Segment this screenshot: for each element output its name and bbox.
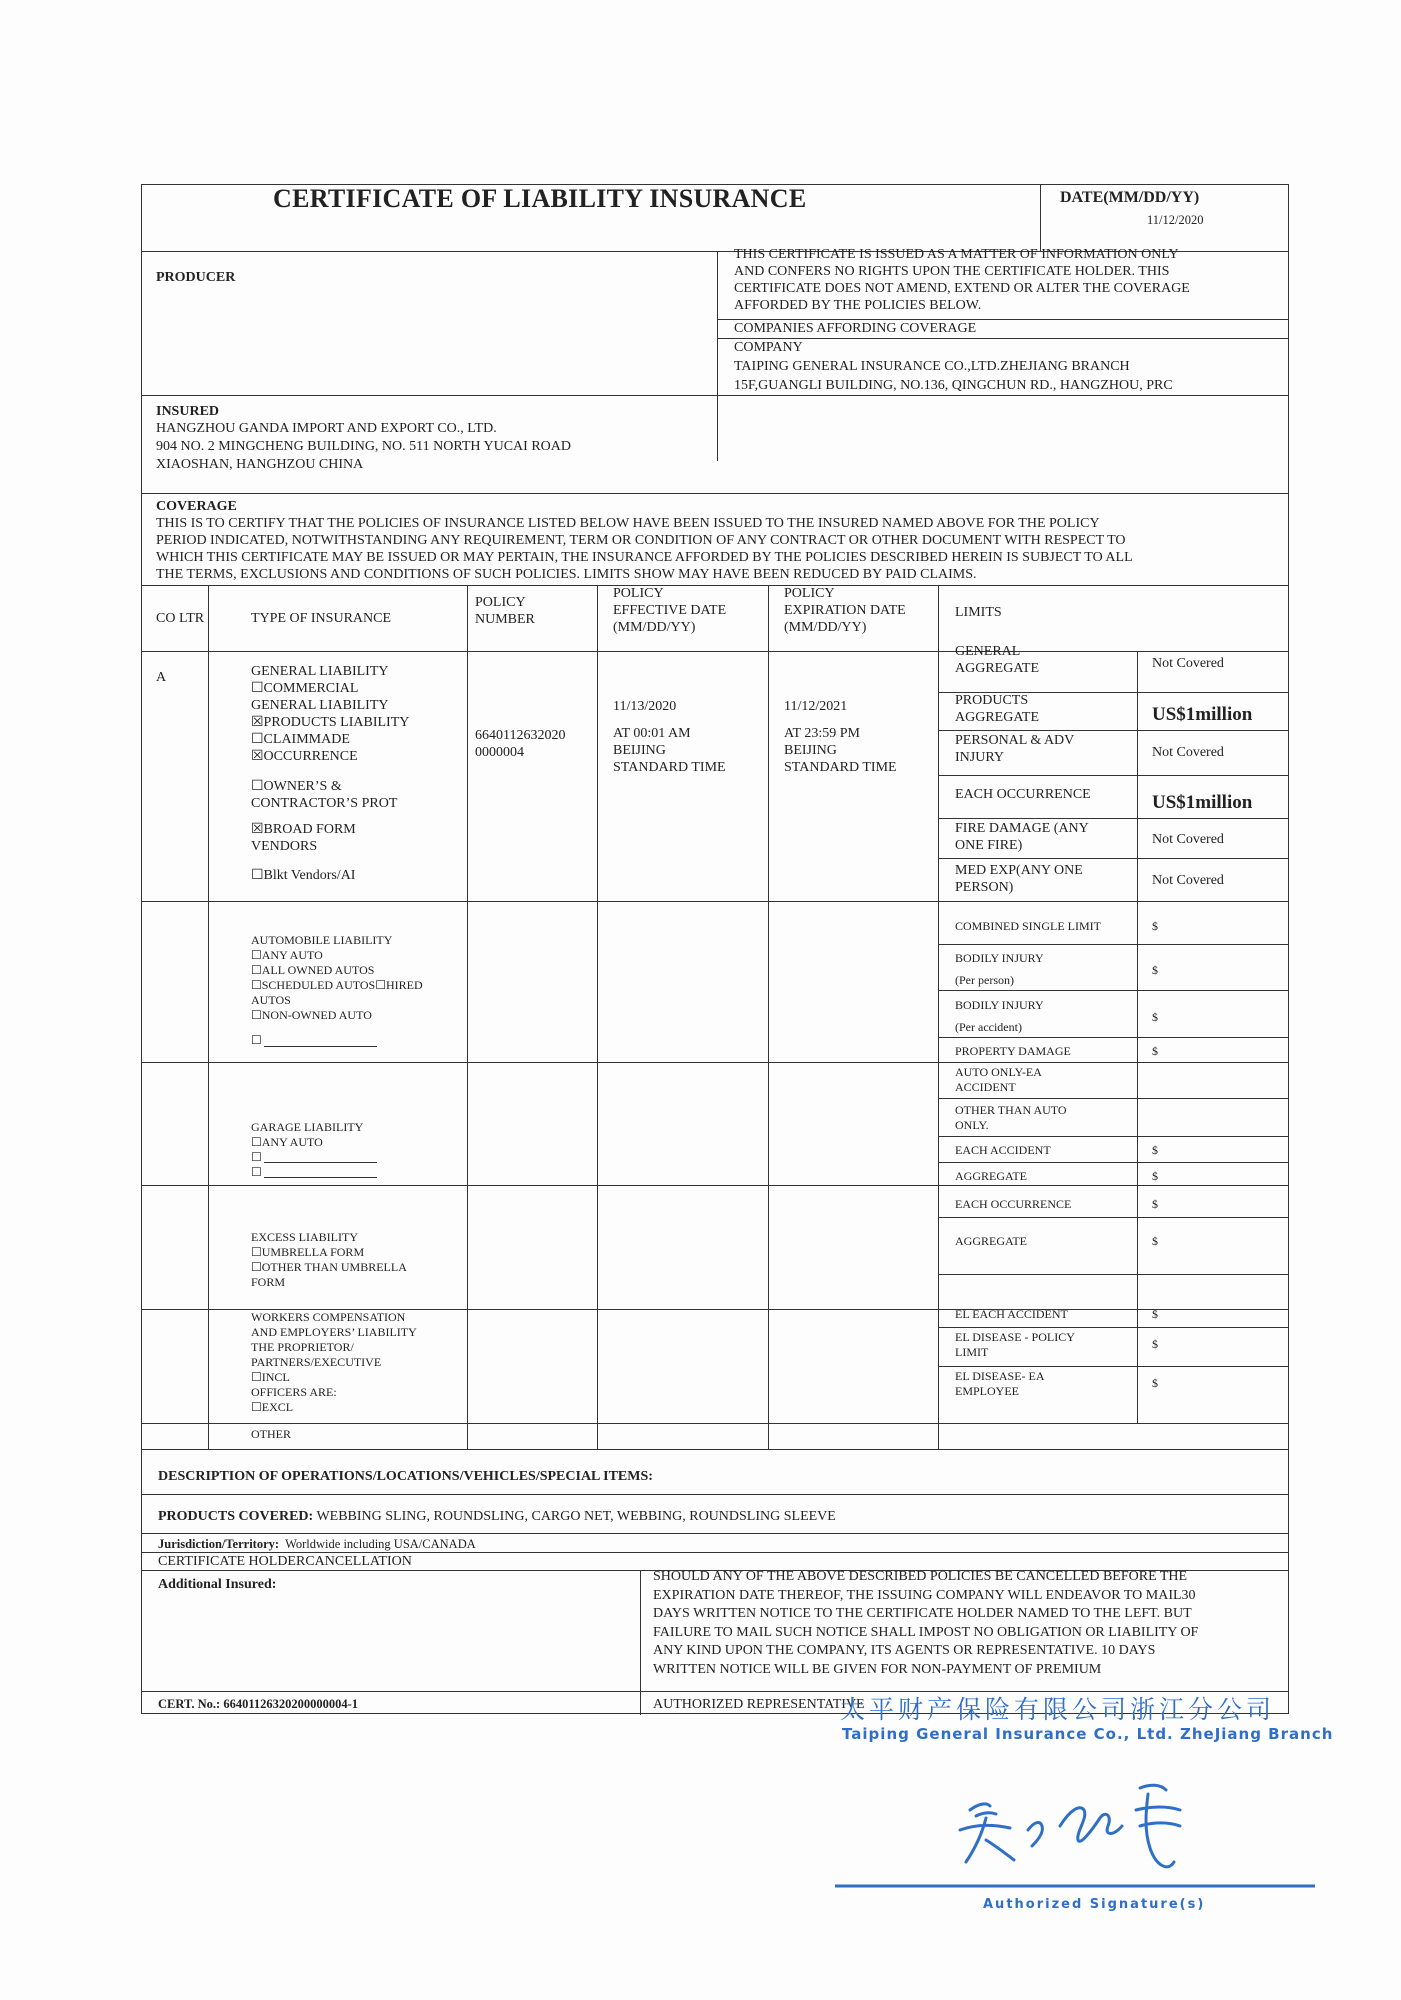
gl-type: GENERAL LIABILITY ☐COMMERCIAL GENERAL LIABILITY ☒PRODUCTS LIABILITY ☐CLAIMMADE ☒OCCURRENCE <box>251 664 410 764</box>
insured-name: HANGZHOU GANDA IMPORT AND EXPORT CO., LTD. <box>156 421 497 436</box>
authorized-signature-caption: Authorized Signature(s) <box>983 1897 1206 1912</box>
gl-limit-general-aggregate-label: GENERAL AGGREGATE <box>955 644 1039 676</box>
company-name: TAIPING GENERAL INSURANCE CO.,LTD.ZHEJIANG BRANCH <box>734 359 1130 374</box>
excess-limit-aggregate-label: AGGREGATE <box>955 1234 1027 1248</box>
garage-limit-each-accident-label: EACH ACCIDENT <box>955 1143 1051 1157</box>
authorized-representative-label: AUTHORIZED REPRESENTATIVE <box>653 1697 865 1712</box>
cert-number <box>158 1697 358 1712</box>
jurisdiction-value: Worldwide including USA/CANADA <box>285 1537 476 1551</box>
col-type-of-insurance: TYPE OF INSURANCE <box>251 611 392 626</box>
gl-policy-number: 6640112632020 0000004 <box>475 728 566 760</box>
description-label: DESCRIPTION OF OPERATIONS/LOCATIONS/VEHICLES/SPECIAL ITEMS: <box>158 1469 653 1484</box>
gl-effective-date: 11/13/2020 AT 00:01 AM BEIJING STANDARD TIME <box>613 699 726 775</box>
garage-limit-other-than-auto-label: OTHER THAN AUTO ONLY. <box>955 1103 1067 1132</box>
producer-label: PRODUCER <box>156 270 236 285</box>
workers-limit-el-each-accident-value: $ <box>1152 1307 1158 1321</box>
insured-label: INSURED <box>156 404 220 419</box>
company-address: 15F,GUANGLI BUILDING, NO.136, QINGCHUN RD., HANGZHOU, PRC <box>734 378 1173 393</box>
workers-limit-el-disease-policy-label: EL DISEASE - POLICY LIMIT <box>955 1330 1075 1359</box>
excess-limit-aggregate-value: $ <box>1152 1234 1158 1248</box>
excess-type: EXCESS LIABILITY ☐UMBRELLA FORM ☐OTHER THAN UMBRELLA FORM <box>251 1230 407 1289</box>
insured-address-line1: 904 NO. 2 MINGCHENG BUILDING, NO. 511 NORTH YUCAI ROAD <box>156 439 571 454</box>
cert-number-label: CERT. No.: <box>158 1697 221 1711</box>
cancellation-notice: SHOULD ANY OF THE ABOVE DESCRIBED POLICIES BE CANCELLED BEFORE THE EXPIRATION DATE THEREOF, THE ISSUING COMPANY WILL ENDEAVOR TO MAIL30 DAYS WRITTEN NOTICE TO THE CERTIFICATE HOLDER NAMED TO THE LEFT. BUT FAILURE TO MAIL SUCH NOTICE SHALL IMPOST NO OBLIGATION OR LIABILITY OF ANY KIND UPON THE COMPANY, ITS AGENTS OR REPRESENTATIVE. 10 DAYS WRITTEN NOTICE WILL BE GIVEN FOR NON-PAYMENT OF PREMIUM <box>653 1569 1199 1677</box>
gl-limit-products-aggregate-label: PRODUCTS AGGREGATE <box>955 693 1039 725</box>
document-title: CERTIFICATE OF LIABILITY INSURANCE <box>273 184 807 213</box>
handwritten-signature <box>930 1770 1210 1880</box>
excess-limit-each-occurrence-value: $ <box>1152 1197 1158 1211</box>
gl-expiration-date: 11/12/2021 AT 23:59 PM BEIJING STANDARD TIME <box>784 699 897 775</box>
auto-limit-bi-accident-value: $ <box>1152 1010 1158 1024</box>
col-co-ltr: CO LTR <box>156 611 205 626</box>
gl-type-blkt-vendors: ☐Blkt Vendors/AI <box>251 868 356 883</box>
products-covered-value: WEBBING SLING, ROUNDSLING, CARGO NET, WEBBING, ROUNDSLING SLEEVE <box>316 1509 836 1524</box>
date-label: DATE(MM/DD/YY) <box>1060 189 1200 206</box>
insured-address-line2: XIAOSHAN, HANGHZOU CHINA <box>156 457 364 472</box>
products-covered <box>158 1508 836 1525</box>
garage-limit-aggregate-value: $ <box>1152 1169 1158 1183</box>
date-value: 11/12/2020 <box>1147 213 1204 227</box>
excess-limit-each-occurrence-label: EACH OCCURRENCE <box>955 1197 1072 1211</box>
auto-limit-bi-person-value: $ <box>1152 963 1158 977</box>
company-label: COMPANY <box>734 340 803 355</box>
certificate-holder-cancellation: CERTIFICATE HOLDERCANCELLATION <box>158 1554 412 1569</box>
garage-limit-aggregate-label: AGGREGATE <box>955 1169 1027 1183</box>
gl-limit-each-occurrence-value: US$1million <box>1152 792 1253 813</box>
workers-limit-el-disease-policy-value: $ <box>1152 1337 1158 1351</box>
gl-type-owners: ☐OWNER’S & CONTRACTOR’S PROT <box>251 779 398 811</box>
jurisdiction <box>158 1537 476 1552</box>
certificate-form <box>141 184 1289 1714</box>
col-expiration-date: POLICY EXPIRATION DATE (MM/DD/YY) <box>784 586 906 635</box>
col-limits: LIMITS <box>955 605 1002 620</box>
gl-limit-personal-adv-value: Not Covered <box>1152 745 1224 760</box>
company-stamp-english: Taiping General Insurance Co., Ltd. ZheJiang Branch <box>842 1725 1334 1743</box>
auto-limit-bi-accident-label: BODILY INJURY (Per accident) <box>955 998 1044 1034</box>
certificate-notice: THIS CERTIFICATE IS ISSUED AS A MATTER OF INFORMATION ONLY AND CONFERS NO RIGHTS UPON THE CERTIFICATE HOLDER. THIS CERTIFICATE DOES NOT AMEND, EXTEND OR ALTER THE COVERAGE AFFORDED BY THE POLICIES BELOW. <box>734 247 1190 313</box>
auto-other-blank: ☐ <box>251 1033 262 1047</box>
companies-affording-label: COMPANIES AFFORDING COVERAGE <box>734 321 977 336</box>
auto-limit-bi-person-label: BODILY INJURY (Per person) <box>955 951 1044 987</box>
col-policy-number: POLICY NUMBER <box>475 595 535 627</box>
garage-type: GARAGE LIABILITY ☐ANY AUTO ☐ ☐ <box>251 1120 364 1179</box>
gl-limit-personal-adv-label: PERSONAL & ADV INJURY <box>955 733 1075 765</box>
company-stamp-chinese: 太平财产保险有限公司浙江分公司 <box>840 1695 1276 1724</box>
auto-limit-property-label: PROPERTY DAMAGE <box>955 1044 1071 1058</box>
workers-type: WORKERS COMPENSATION AND EMPLOYERS’ LIABILITY THE PROPRIETOR/ PARTNERS/EXECUTIVE ☐INCL OFFICERS ARE: ☐EXCL <box>251 1310 417 1414</box>
additional-insured-label: Additional Insured: <box>158 1577 277 1592</box>
gl-type-broad-form: ☒BROAD FORM VENDORS <box>251 822 356 854</box>
gl-limit-med-exp-value: Not Covered <box>1152 873 1224 888</box>
garage-limit-each-accident-value: $ <box>1152 1143 1158 1157</box>
workers-limit-el-disease-employee-value: $ <box>1152 1376 1158 1390</box>
auto-limit-combined-value: $ <box>1152 919 1158 933</box>
gl-limit-fire-damage-label: FIRE DAMAGE (ANY ONE FIRE) <box>955 821 1089 853</box>
workers-limit-el-disease-employee-label: EL DISEASE- EA EMPLOYEE <box>955 1369 1045 1398</box>
gl-limit-med-exp-label: MED EXP(ANY ONE PERSON) <box>955 863 1083 895</box>
auto-non-owned: ☐NON-OWNED AUTO <box>251 1008 372 1022</box>
coverage-label: COVERAGE <box>156 499 237 514</box>
workers-limit-el-each-accident-label: EL EACH ACCIDENT <box>955 1307 1068 1321</box>
auto-limit-combined-label: COMBINED SINGLE LIMIT <box>955 919 1101 933</box>
products-covered-label: PRODUCTS COVERED: <box>158 1509 314 1524</box>
cert-number-value: 66401126320200000004-1 <box>223 1697 359 1711</box>
col-effective-date: POLICY EFFECTIVE DATE (MM/DD/YY) <box>613 586 727 635</box>
auto-type: AUTOMOBILE LIABILITY ☐ANY AUTO ☐ALL OWNED AUTOS ☐SCHEDULED AUTOS☐HIRED AUTOS <box>251 933 423 1007</box>
gl-limit-products-aggregate-value: US$1million <box>1152 704 1253 725</box>
signature-line <box>835 1880 1315 1892</box>
gl-limit-general-aggregate-value: Not Covered <box>1152 656 1224 671</box>
garage-limit-auto-only-label: AUTO ONLY-EA ACCIDENT <box>955 1065 1042 1094</box>
other-label: OTHER <box>251 1427 291 1441</box>
gl-limit-fire-damage-value: Not Covered <box>1152 832 1224 847</box>
gl-limit-each-occurrence-label: EACH OCCURRENCE <box>955 787 1091 802</box>
jurisdiction-label: Jurisdiction/Territory: <box>158 1537 280 1551</box>
auto-limit-property-value: $ <box>1152 1044 1158 1058</box>
gl-co-ltr: A <box>156 670 167 685</box>
coverage-statement: THIS IS TO CERTIFY THAT THE POLICIES OF INSURANCE LISTED BELOW HAVE BEEN ISSUED TO THE INSURED NAMED ABOVE FOR THE POLICY PERIOD INDICATED, NOTWITHSTANDING ANY REQUIREMENT, TERM OR CONDITION OF ANY CONTRACT OR OTHER DOCUMENT WITH RESPECT TO WHICH THIS CERTIFICATE MAY BE ISSUED OR MAY PERTAIN, THE INSURANCE AFFORDED BY THE POLICIES DESCRIBED HEREIN IS SUBJECT TO ALL THE TERMS, EXCLUSIONS AND CONDITIONS OF SUCH POLICIES. LIMITS SHOW MAY HAVE BEEN REDUCED BY PAID CLAIMS. <box>156 516 1133 582</box>
